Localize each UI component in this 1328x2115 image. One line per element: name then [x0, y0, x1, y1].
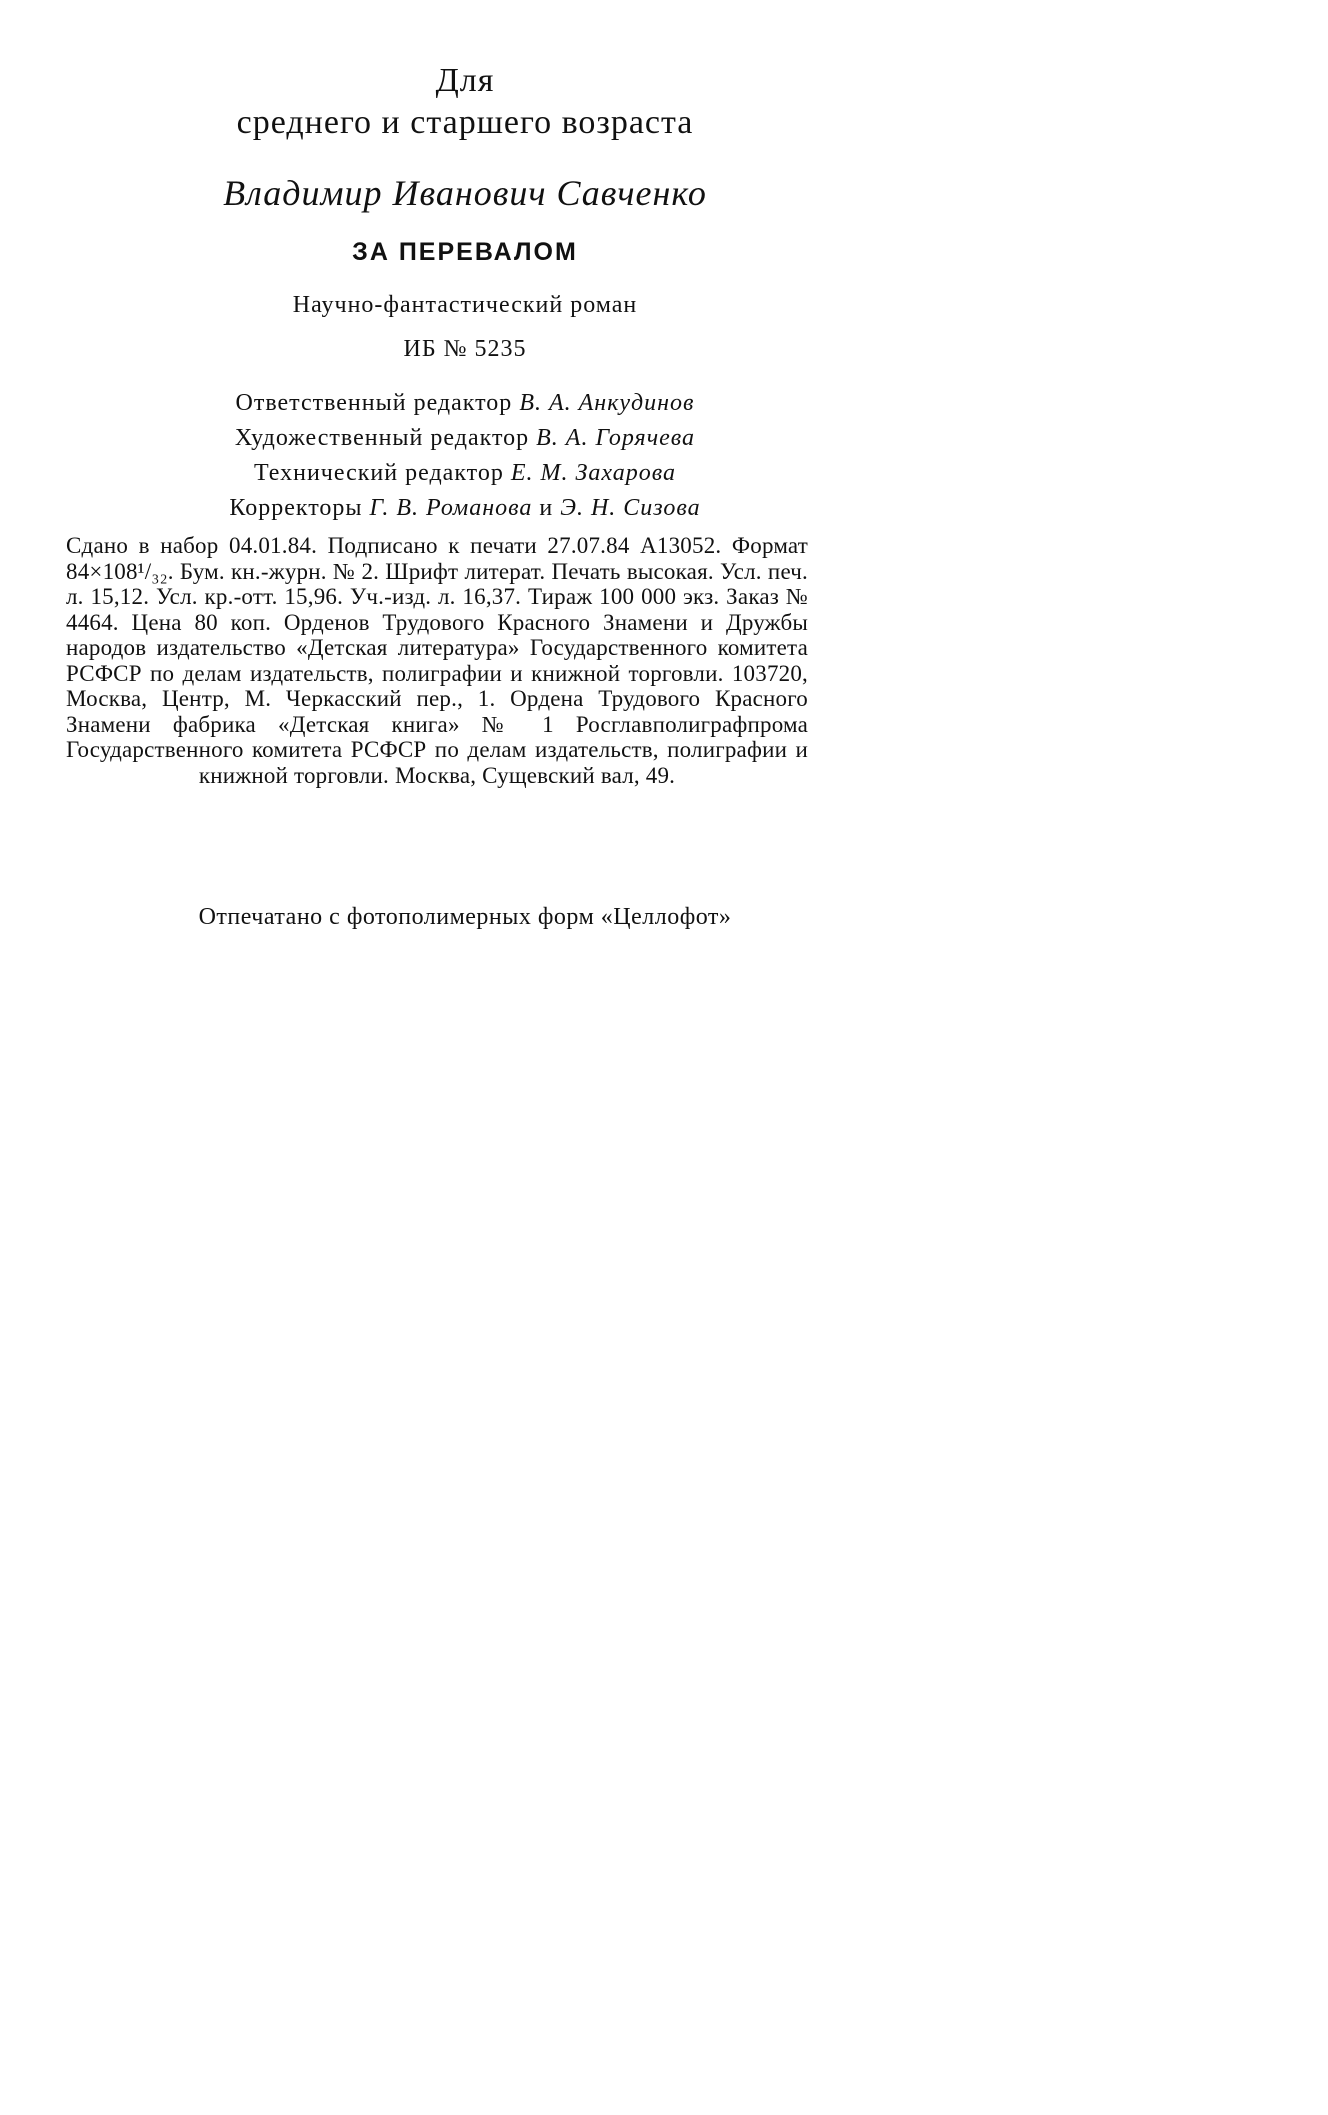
credit-proofreaders [60, 491, 870, 526]
credit-role: Технический редактор [254, 460, 504, 486]
credit-person: Е. М. Захарова [510, 460, 676, 486]
credit-person: В. А. Анкудинов [519, 390, 695, 416]
ib-number: ИБ № 5235 [403, 336, 527, 362]
credit-technical-editor [60, 456, 870, 491]
credit-responsible-editor [60, 386, 870, 421]
genre: Научно-фантастический роман [292, 292, 638, 318]
credit-person-2: Э. Н. Сизова [560, 495, 701, 521]
credit-person: В. А. Горячева [536, 425, 696, 451]
imprint-text: Сдано в набор 04.01.84. Подписано к печати 27.07.84 А13052. Формат 84×108¹/₃₂. Бум. кн.-журн. № 2. Шрифт литерат. Печать высокая. Усл. печ. л. 15,12. Усл. кр.-отт. 15,96. Уч.-изд. л. 16,37. Тираж 100 000 экз. Заказ № 4464. Цена 80 коп. Орденов Трудового Красного Знамени и Дружбы народов издательство «Детская литература» Государственного комитета РСФСР по делам издательств, полиграфии и книжной торговли. 103720, Москва, Центр, М. Черкасский пер., 1. Ордена Трудового Красного Знамени фабрика «Детская книга» № 1 Росглавполиграфпрома Государственного комитета РСФСР по делам издательств, полиграфии и книжной торговли. Москва, Сущевский вал, 49. [66, 533, 808, 788]
audience-line-2: среднего и старшего возраста [236, 104, 694, 141]
credit-role: Художественный редактор [234, 425, 530, 451]
credit-art-editor [60, 421, 870, 456]
credit-role: Корректоры [229, 495, 363, 521]
author-name: Владимир Иванович Савченко [223, 173, 707, 213]
printed-note: Отпечатано с фотополимерных форм «Целлофот» [198, 904, 732, 930]
credit-person: Г. В. Романова [369, 495, 533, 521]
credits-block [60, 386, 870, 526]
credit-conjunction: и [539, 495, 554, 521]
audience-line-1: Для [435, 62, 495, 99]
credit-role: Ответственный редактор [235, 390, 513, 416]
book-title: ЗА ПЕРЕВАЛОМ [352, 238, 578, 266]
